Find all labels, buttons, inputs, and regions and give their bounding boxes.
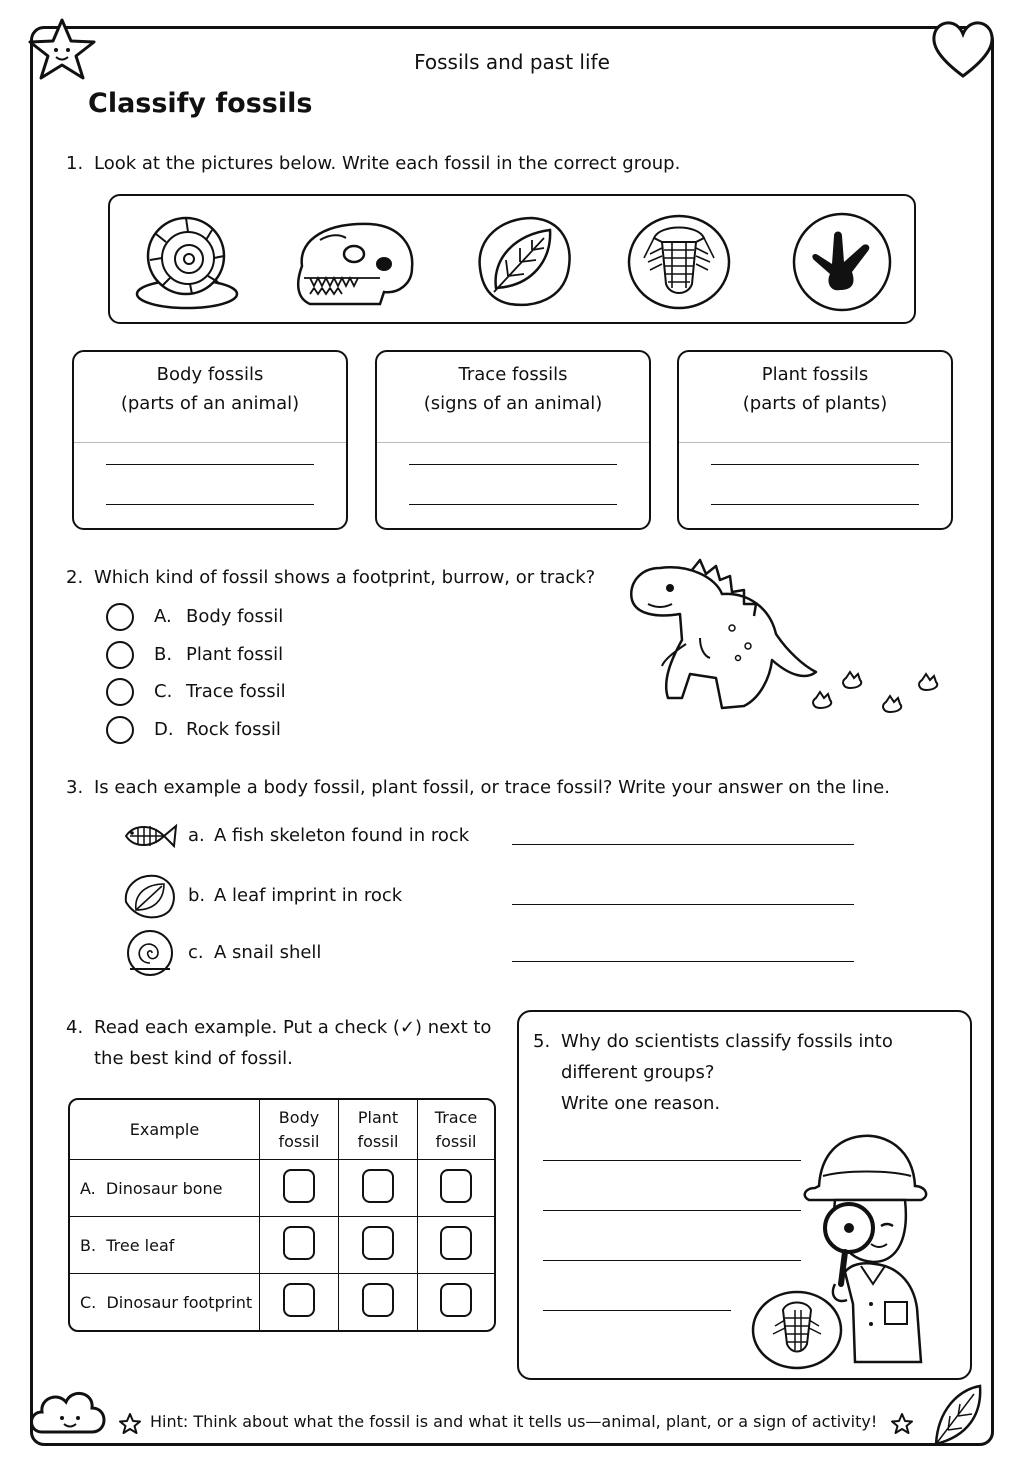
option-text: Trace fossil — [186, 681, 286, 702]
option-letter: A. — [154, 606, 172, 627]
star-outline-icon — [118, 1412, 142, 1436]
radio-circle[interactable] — [106, 716, 134, 744]
divider — [679, 442, 951, 443]
explorer-kid-icon — [745, 1124, 971, 1378]
table-header-row — [70, 1100, 494, 1160]
checkbox-plant[interactable] — [362, 1283, 394, 1317]
star-outline-icon — [890, 1412, 914, 1436]
question-5 — [533, 1026, 893, 1119]
checkbox-plant[interactable] — [362, 1169, 394, 1203]
trilobite-fossil-icon — [624, 208, 734, 312]
col-header-plant: Plant fossil — [339, 1100, 418, 1160]
question-number: 1. — [66, 153, 84, 174]
question-number: 5. — [533, 1031, 551, 1052]
question-1 — [66, 148, 680, 179]
checkbox-body[interactable] — [283, 1169, 315, 1203]
dinosaur-skull-fossil-icon — [290, 208, 420, 312]
footprint-fossil-icon — [786, 208, 896, 312]
checkbox-trace[interactable] — [440, 1226, 472, 1260]
group-subtitle: (parts of plants) — [742, 393, 888, 414]
group-title: Trace fossils — [458, 364, 568, 385]
question-4 — [66, 1012, 491, 1074]
radio-circle[interactable] — [106, 678, 134, 706]
question-text-continued: different groups? — [561, 1062, 715, 1083]
option-text: Body fossil — [186, 606, 284, 627]
col-header-trace: Trace fossil — [418, 1100, 494, 1160]
row-label: C. Dinosaur footprint — [70, 1274, 260, 1330]
example-text: A snail shell — [214, 942, 322, 963]
example-letter: b. — [188, 885, 206, 906]
group-subtitle: (signs of an animal) — [423, 393, 603, 414]
group-subtitle: (parts of an animal) — [120, 393, 300, 414]
answer-line-a[interactable] — [512, 844, 854, 845]
answer-line[interactable] — [409, 464, 617, 465]
group-plant-fossils — [677, 350, 953, 530]
answer-line[interactable] — [711, 464, 919, 465]
col-header-example: Example — [70, 1100, 260, 1160]
checkbox-trace[interactable] — [440, 1169, 472, 1203]
example-letter: a. — [188, 825, 205, 846]
answer-line-c[interactable] — [512, 961, 854, 962]
row-label: A. Dinosaur bone — [70, 1160, 260, 1217]
fossil-pictures-box — [108, 194, 916, 324]
question-text-continued: the best kind of fossil. — [94, 1048, 293, 1069]
question-text: Is each example a body fossil, plant fossil, or trace fossil? Write your answer on the line. — [94, 777, 890, 798]
table-row — [70, 1160, 494, 1217]
answer-line[interactable] — [711, 504, 919, 505]
dinosaur-icon — [620, 548, 960, 726]
answer-line-b[interactable] — [512, 904, 854, 905]
divider — [377, 442, 649, 443]
example-text: A leaf imprint in rock — [214, 885, 403, 906]
group-title: Plant fossils — [761, 364, 869, 385]
checkbox-trace[interactable] — [440, 1283, 472, 1317]
hint-text: Hint: Think about what the fossil is and what it tells us—animal, plant, or a sign of activity! — [150, 1412, 878, 1431]
question-instruction: Write one reason. — [561, 1093, 721, 1114]
option-letter: C. — [154, 681, 173, 702]
ammonite-fossil-icon — [132, 208, 242, 312]
question-number: 2. — [66, 567, 84, 588]
question-text: Read each example. Put a check (✓) next to — [94, 1017, 492, 1038]
option-letter: D. — [154, 719, 174, 740]
question-text: Look at the pictures below. Write each fossil in the correct group. — [94, 153, 681, 174]
leaf-corner-icon — [928, 1380, 988, 1450]
worksheet-header: Fossils and past life — [414, 50, 610, 74]
group-title: Body fossils — [156, 364, 264, 385]
divider — [74, 442, 346, 443]
question-number: 3. — [66, 777, 84, 798]
example-text: A fish skeleton found in rock — [214, 825, 470, 846]
question-2 — [66, 562, 595, 593]
radio-circle[interactable] — [106, 641, 134, 669]
fossil-check-table — [68, 1098, 496, 1332]
question-text: Why do scientists classify fossils into — [561, 1031, 893, 1052]
checkbox-plant[interactable] — [362, 1226, 394, 1260]
leaf-fossil-icon — [466, 208, 576, 312]
fish-skeleton-icon — [120, 812, 180, 862]
answer-line[interactable] — [409, 504, 617, 505]
checkbox-body[interactable] — [283, 1226, 315, 1260]
answer-line[interactable] — [543, 1310, 731, 1311]
checkbox-body[interactable] — [283, 1283, 315, 1317]
radio-circle[interactable] — [106, 603, 134, 631]
group-trace-fossils — [375, 350, 651, 530]
row-label: B. Tree leaf — [70, 1217, 260, 1274]
question-number: 4. — [66, 1017, 84, 1038]
example-letter: c. — [188, 942, 204, 963]
leaf-imprint-icon — [120, 872, 180, 922]
table-row — [70, 1217, 494, 1274]
page-title: Classify fossils — [88, 88, 313, 119]
group-body-fossils — [72, 350, 348, 530]
answer-line[interactable] — [106, 504, 314, 505]
table-row — [70, 1274, 494, 1330]
col-header-body: Body fossil — [260, 1100, 339, 1160]
option-text: Plant fossil — [186, 644, 284, 665]
question-3 — [66, 772, 890, 803]
question-5-box — [517, 1010, 972, 1380]
cloud-icon — [24, 1374, 114, 1444]
snail-shell-icon — [120, 929, 180, 979]
question-text: Which kind of fossil shows a footprint, burrow, or track? — [94, 567, 596, 588]
option-letter: B. — [154, 644, 173, 665]
answer-line[interactable] — [106, 464, 314, 465]
option-text: Rock fossil — [186, 719, 281, 740]
